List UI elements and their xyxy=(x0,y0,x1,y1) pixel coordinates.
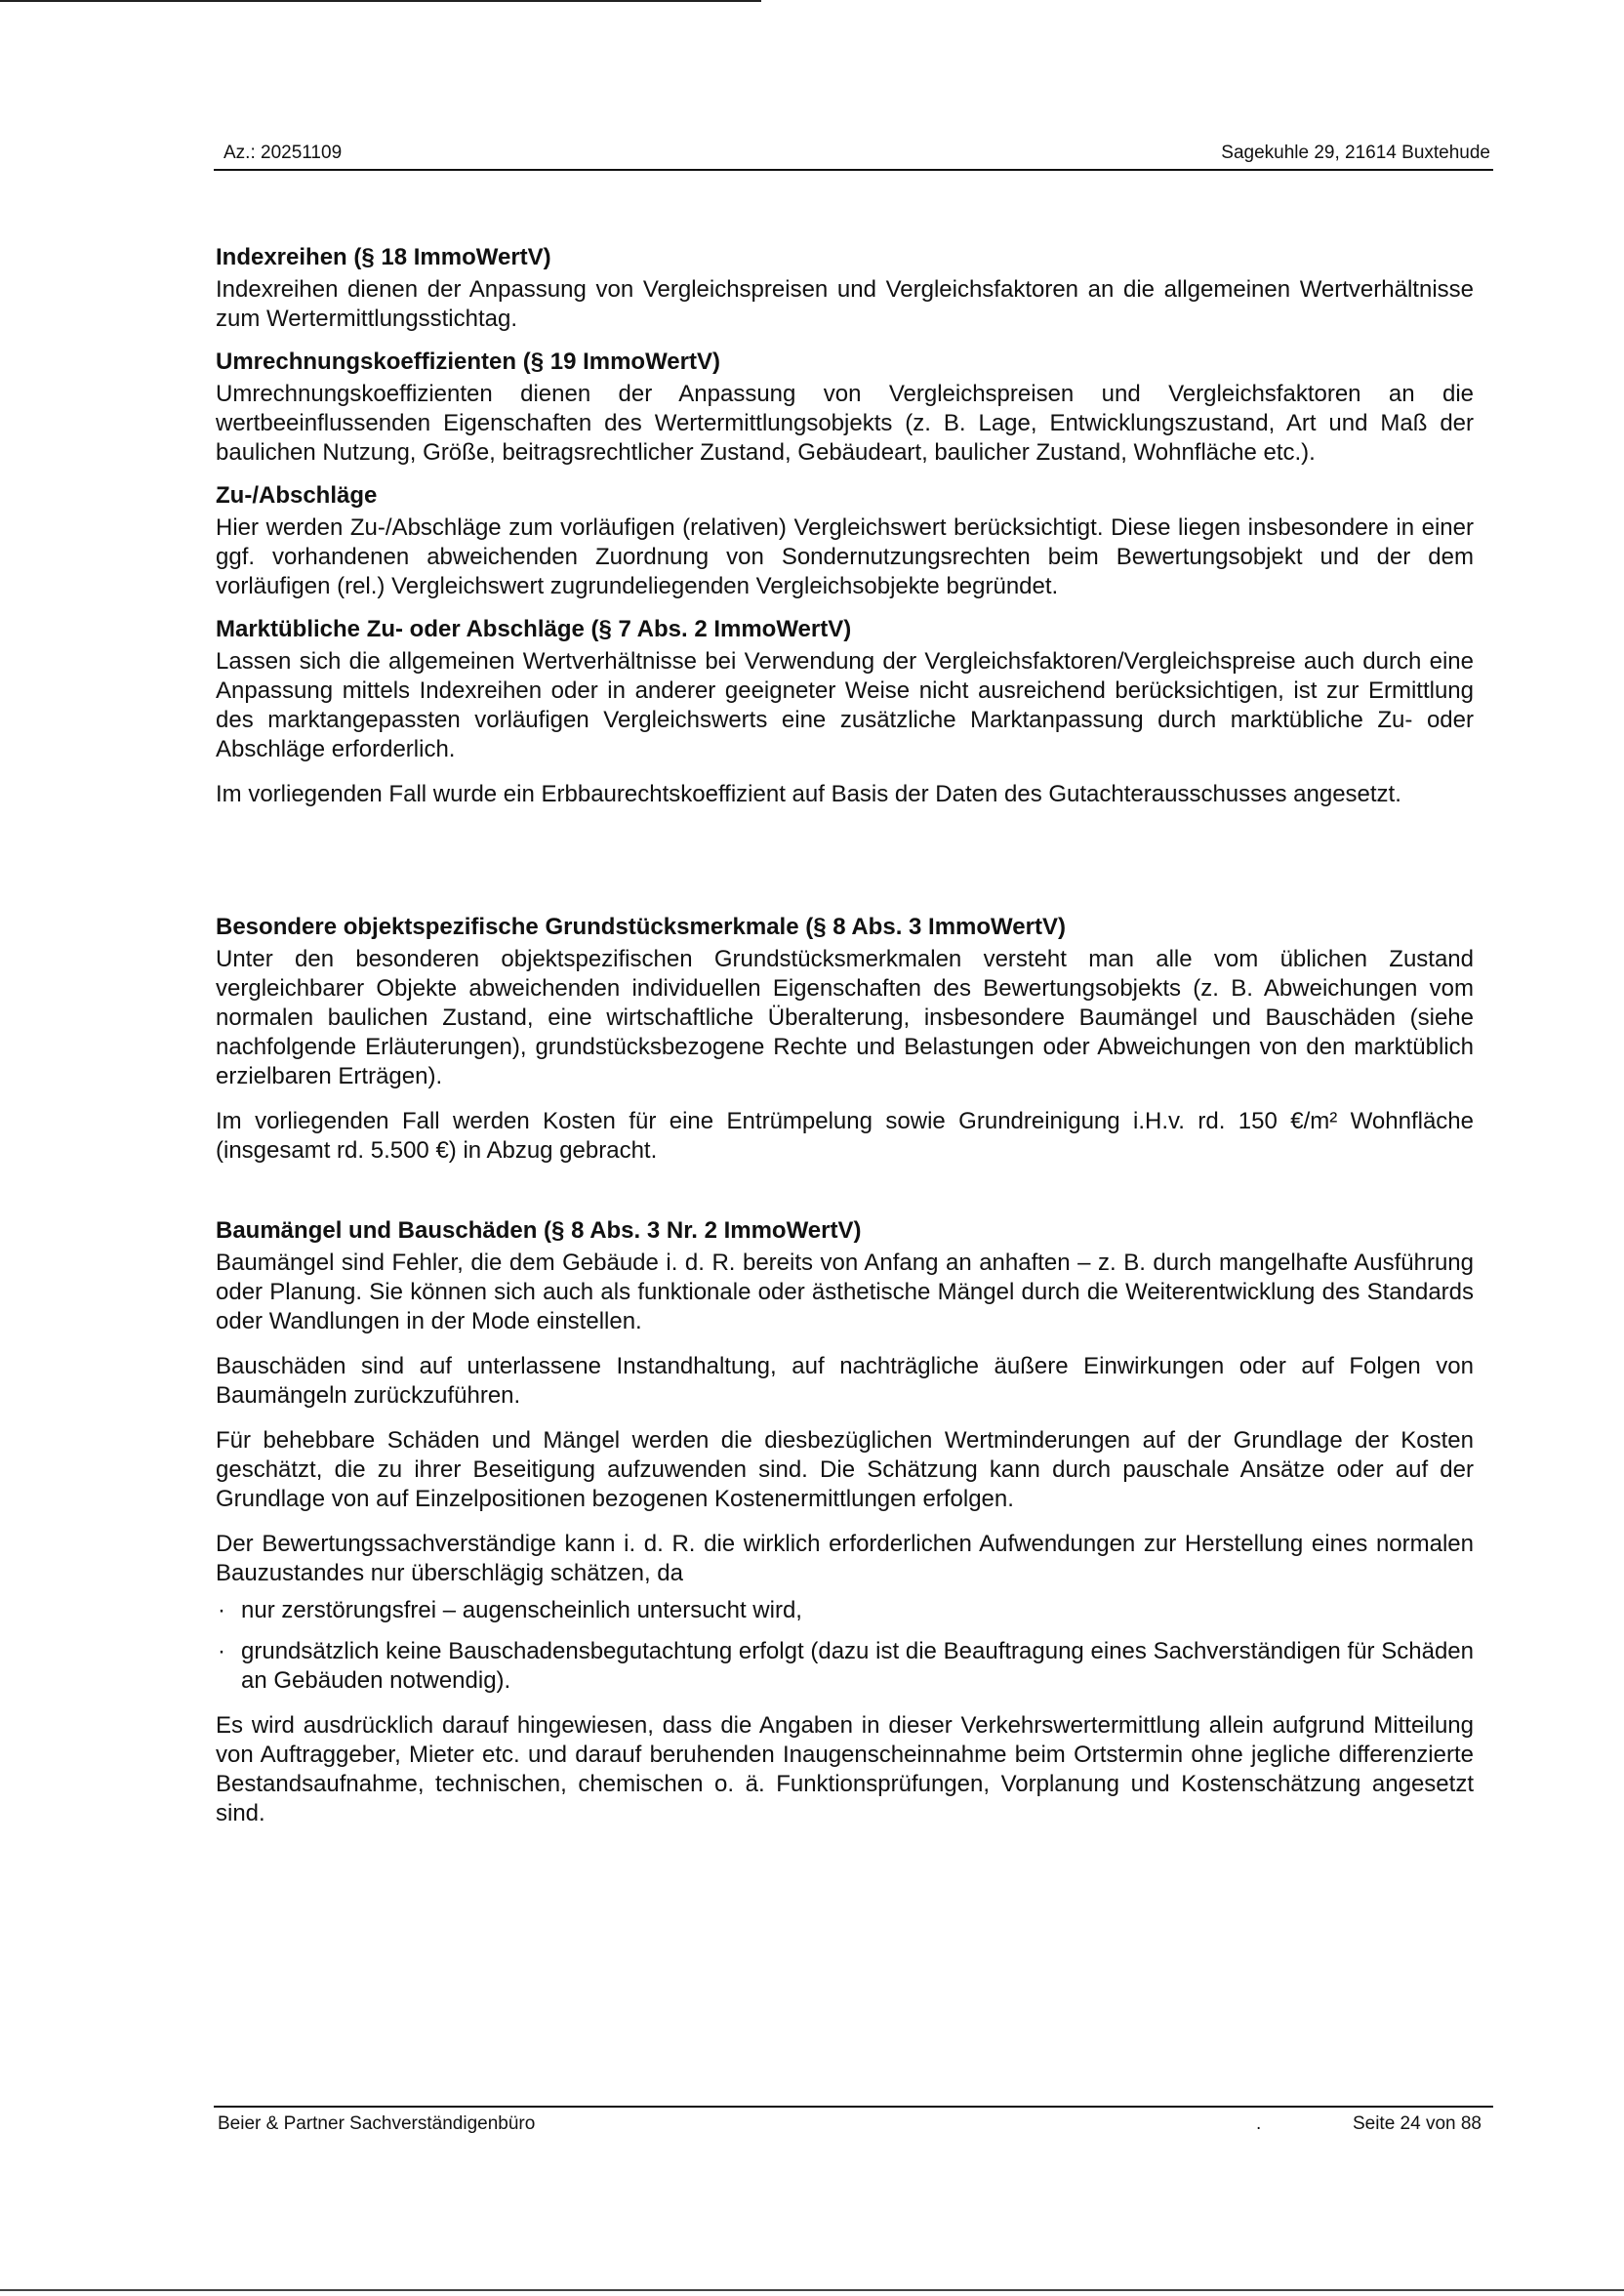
paragraph: Lassen sich die allgemeinen Wertverhältnisse bei Verwendung der Vergleichsfaktoren/Vergleichspreise auch durch eine Anpassung mittels Indexreihen oder in anderer geeigneter Weise nicht ausreichend berücksichtigen, ist zur Ermittlung des marktangepassten vorläufigen Vergleichswerts eine zusätzliche Marktanpassung durch marktübliche Zu- oder Abschläge erforderlich. xyxy=(216,648,1474,762)
footer-separator: . xyxy=(1256,2113,1262,2134)
firm-name: Beier & Partner Sachverständigenbüro xyxy=(218,2113,536,2134)
paragraph: Im vorliegenden Fall werden Kosten für eine Entrümpelung sowie Grundreinigung i.H.v. rd. 150 €/m² Wohnfläche (insgesamt rd. 5.500 €) in Abzug gebracht. xyxy=(216,1108,1474,1164)
heading-zu-abschlaege: Zu-/Abschläge xyxy=(216,482,378,509)
paragraph: Im vorliegenden Fall wurde ein Erbbaurechtskoeffizient auf Basis der Daten des Gutachterausschusses angesetzt. xyxy=(216,781,1401,807)
heading-umrechnungskoeffizienten: Umrechnungskoeffizienten (§ 19 ImmoWertV) xyxy=(216,348,720,375)
heading-baumaengel-bauschaeden: Baumängel und Bauschäden (§ 8 Abs. 3 Nr. 2 ImmoWertV) xyxy=(216,1217,862,1244)
list-item xyxy=(216,1596,1474,1625)
list-item xyxy=(216,1637,1474,1696)
list-item-text: nur zerstörungsfrei – augenscheinlich untersucht wird, xyxy=(241,1597,802,1623)
paragraph: Baumängel sind Fehler, die dem Gebäude i. d. R. bereits von Anfang an anhaften – z. B. durch mangelhafte Ausführung oder Planung. Sie können sich auch als funktionale oder ästhetische Mängel durch die Weiterentwicklung des Standards oder Wandlungen in der Mode einstellen. xyxy=(216,1250,1474,1334)
footer-rule xyxy=(214,2106,1493,2108)
bullet-icon: · xyxy=(218,1597,225,1623)
page-footer xyxy=(214,2106,1493,2135)
reference-number: Az.: 20251109 xyxy=(223,143,343,163)
property-address: Sagekuhle 29, 21614 Buxtehude xyxy=(1221,143,1490,163)
paragraph: Bauschäden sind auf unterlassene Instandhaltung, auf nachträgliche äußere Einwirkungen oder auf Folgen von Baumängeln zurückzuführen. xyxy=(216,1353,1474,1409)
page-header xyxy=(214,143,1493,172)
page-number: Seite 24 von 88 xyxy=(1352,2113,1482,2134)
paragraph: Hier werden Zu-/Abschläge zum vorläufigen (relativen) Vergleichswert berücksichtigt. Diese liegen insbesondere in einer ggf. vorhandenen abweichenden Zuordnung von Sondernutzungsrechten beim Bewertungsobjekt und der dem vorläufigen (rel.) Vergleichswert zugrundeliegenden Vergleichsobjekte begründet. xyxy=(216,514,1474,599)
list-item-text: grundsätzlich keine Bauschadensbegutachtung erfolgt (dazu ist die Beauftragung eines Sachverständigen für Schäden an Gebäuden notwendig). xyxy=(241,1638,1474,1694)
paragraph: Unter den besonderen objektspezifischen Grundstücksmerkmalen versteht man alle vom üblichen Zustand vergleichbarer Objekte abweichenden individuellen Eigenschaften des Bewertungsobjekts (z. B. Abweichungen vom normalen baulichen Zustand, eine wirtschaftliche Überalterung, insbesondere Baumängel und Bauschäden (siehe nachfolgende Erläuterungen), grundstücksbezogene Rechte und Belastungen oder Abweichungen von den marktüblich erzielbaren Erträgen). xyxy=(216,946,1474,1089)
header-rule xyxy=(214,169,1493,171)
bullet-icon: · xyxy=(218,1638,225,1664)
paragraph: Es wird ausdrücklich darauf hingewiesen, dass die Angaben in dieser Verkehrswertermittlung allein aufgrund Mitteilung von Auftraggeber, Mieter etc. und darauf beruhenden Inaugenscheinnahme beim Ortstermin ohne jegliche differenzierte Bestandsaufnahme, technischen, chemischen o. ä. Funktionsprüfungen, Vorplanung und Kostenschätzung angesetzt sind. xyxy=(216,1712,1474,1826)
paragraph: Umrechnungskoeffizienten dienen der Anpassung von Vergleichspreisen und Vergleichsfaktoren an die wertbeeinflussenden Eigenschaften des Wertermittlungsobjekts (z. B. Lage, Entwicklungszustand, Art und Maß der baulichen Nutzung, Größe, beitragsrechtlicher Zustand, Gebäudeart, baulicher Zustand, Wohnfläche etc.). xyxy=(216,381,1474,466)
heading-indexreihen: Indexreihen (§ 18 ImmoWertV) xyxy=(216,244,551,270)
paragraph: Der Bewertungssachverständige kann i. d. R. die wirklich erforderlichen Aufwendungen zur Herstellung eines normalen Bauzustandes nur überschlägig schätzen, da xyxy=(216,1531,1474,1586)
document-body xyxy=(216,243,1474,1828)
scan-edge-top xyxy=(0,0,761,2)
paragraph: Indexreihen dienen der Anpassung von Vergleichspreisen und Vergleichsfaktoren an die allgemeinen Wertverhältnisse zum Wertermittlungsstichtag. xyxy=(216,276,1474,332)
heading-objektspezifische-merkmale: Besondere objektspezifische Grundstücksmerkmale (§ 8 Abs. 3 ImmoWertV) xyxy=(216,914,1066,940)
scan-edge-bottom xyxy=(0,2289,1624,2291)
paragraph: Für behebbare Schäden und Mängel werden die diesbezüglichen Wertminderungen auf der Grundlage der Kosten geschätzt, die zu ihrer Beseitigung aufzuwenden sind. Die Schätzung kann durch pauschale Ansätze oder auf der Grundlage von auf Einzelpositionen bezogenen Kostenermittlungen erfolgen. xyxy=(216,1427,1474,1512)
heading-marktuebliche-zu-abschlaege: Marktübliche Zu- oder Abschläge (§ 7 Abs. 2 ImmoWertV) xyxy=(216,616,852,642)
